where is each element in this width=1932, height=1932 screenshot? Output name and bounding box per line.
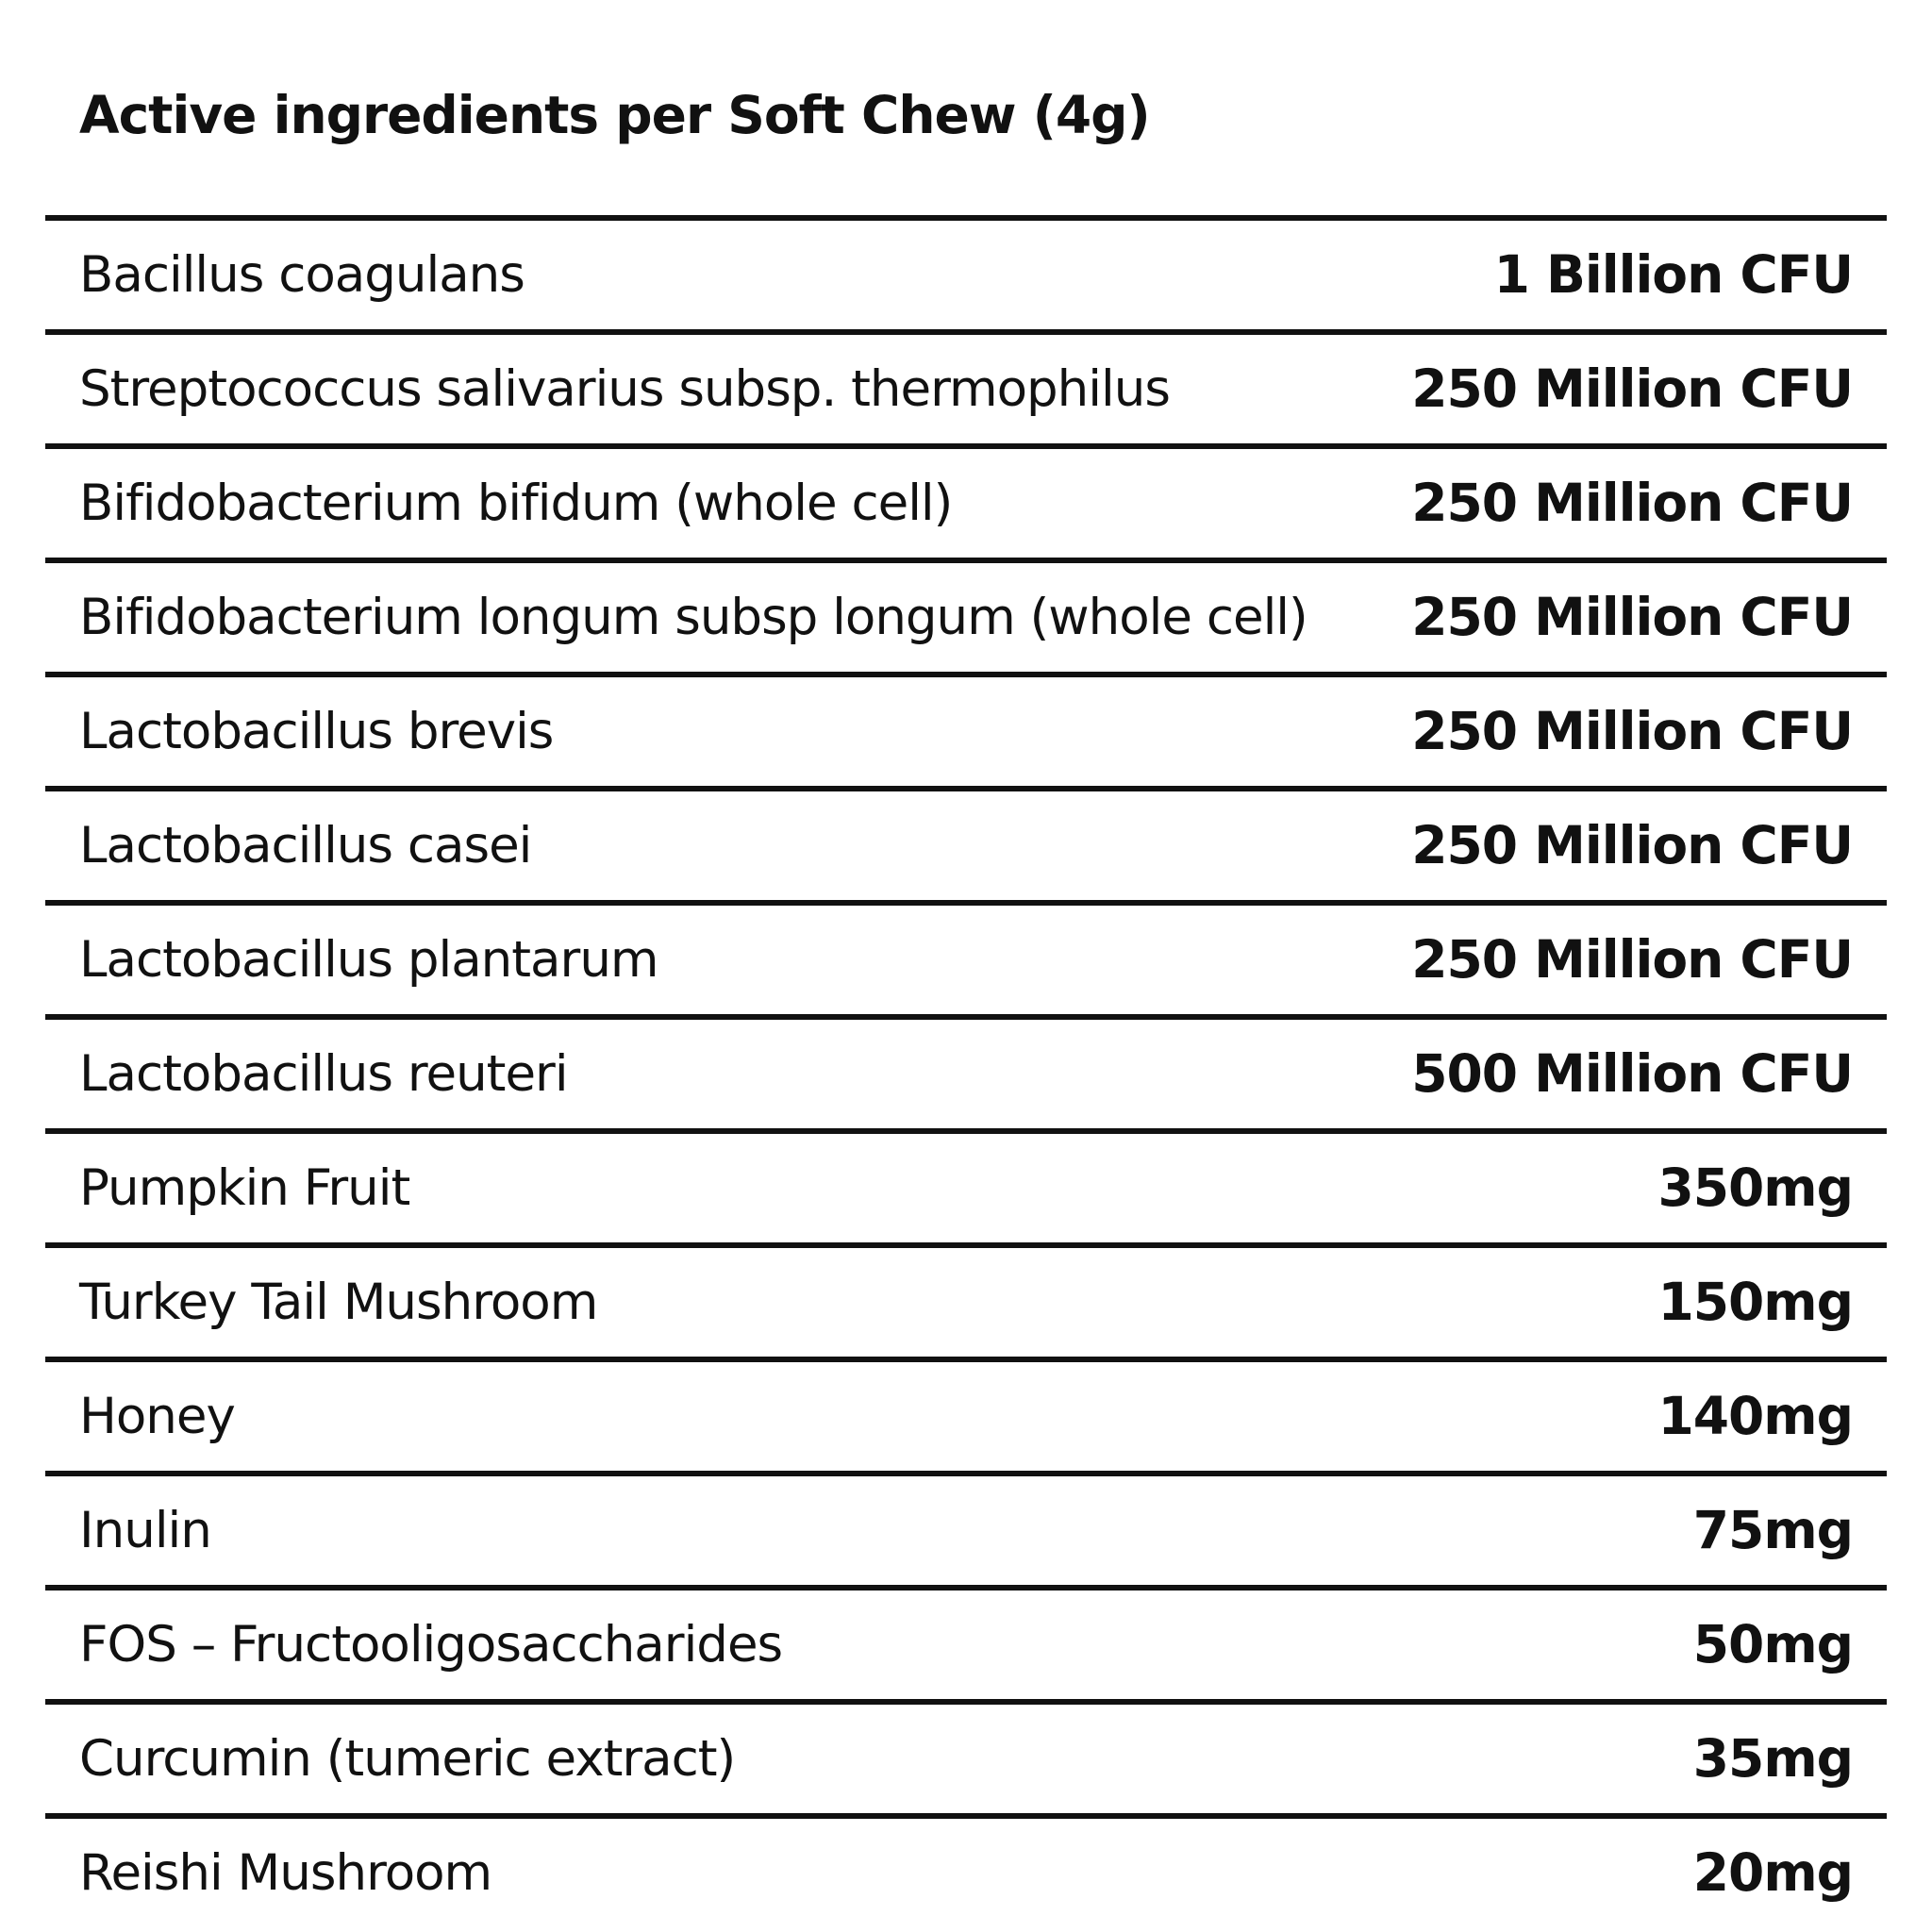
table-row (45, 1591, 1887, 1705)
ingredient-amount: 35mg (1692, 1728, 1853, 1789)
ingredient-amount: 250 Million CFU (1411, 473, 1853, 533)
ingredient-name: Turkey Tail Mushroom (79, 1274, 598, 1331)
table-row (45, 1134, 1887, 1248)
table-row (45, 563, 1887, 677)
table-row (45, 1248, 1887, 1362)
ingredient-amount: 50mg (1692, 1614, 1853, 1674)
ingredient-name: Pumpkin Fruit (79, 1159, 410, 1217)
ingredient-amount: 500 Million CFU (1411, 1043, 1853, 1104)
ingredient-name: Lactobacillus plantarum (79, 931, 658, 989)
ingredient-amount: 250 Million CFU (1411, 358, 1853, 419)
ingredient-amount: 250 Million CFU (1411, 701, 1853, 761)
table-row (45, 1020, 1887, 1134)
table-row (45, 791, 1887, 906)
ingredient-amount: 140mg (1657, 1386, 1853, 1446)
ingredient-name: Lactobacillus reuteri (79, 1045, 568, 1103)
ingredient-name: Honey (79, 1388, 235, 1445)
ingredients-table (45, 215, 1887, 1927)
ingredient-name: Lactobacillus brevis (79, 703, 554, 760)
ingredient-amount: 75mg (1692, 1500, 1853, 1560)
ingredient-name: Bacillus coagulans (79, 246, 525, 304)
table-row (45, 1362, 1887, 1476)
table-row (45, 449, 1887, 563)
ingredient-name: Bifidobacterium longum subsp longum (whole cell) (79, 589, 1307, 646)
table-row (45, 906, 1887, 1020)
ingredient-name: Streptococcus salivarius subsp. thermophilus (79, 360, 1170, 418)
ingredient-amount: 250 Million CFU (1411, 587, 1853, 647)
ingredient-name: Lactobacillus casei (79, 817, 532, 874)
ingredient-amount: 1 Billion CFU (1493, 244, 1853, 305)
ingredient-name: Bifidobacterium bifidum (whole cell) (79, 475, 953, 532)
ingredient-amount: 250 Million CFU (1411, 929, 1853, 990)
ingredient-name: FOS – Fructooligosaccharides (79, 1616, 783, 1674)
table-row (45, 221, 1887, 335)
ingredient-amount: 250 Million CFU (1411, 815, 1853, 875)
table-row (45, 677, 1887, 791)
table-row (45, 1705, 1887, 1819)
ingredient-name: Reishi Mushroom (79, 1844, 492, 1902)
table-row (45, 335, 1887, 449)
ingredient-amount: 350mg (1657, 1158, 1853, 1218)
ingredient-amount: 20mg (1692, 1842, 1853, 1903)
page-title: Active ingredients per Soft Chew (4g) (79, 85, 1150, 145)
table-row (45, 1819, 1887, 1927)
ingredient-name: Curcumin (tumeric extract) (79, 1730, 736, 1788)
ingredient-name: Inulin (79, 1502, 211, 1559)
table-row (45, 1476, 1887, 1591)
ingredient-amount: 150mg (1657, 1272, 1853, 1332)
